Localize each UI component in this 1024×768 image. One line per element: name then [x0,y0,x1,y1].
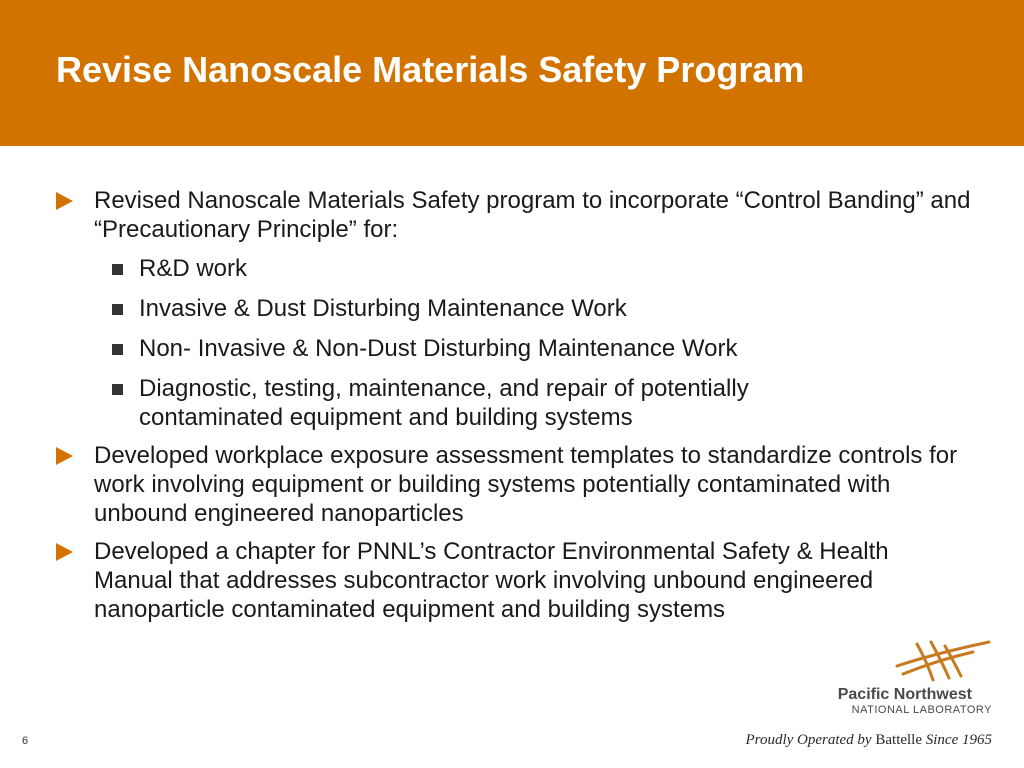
sub-bullet-3 [56,334,986,363]
sub-bullet-1 [56,254,986,283]
slide-content [56,186,986,633]
page-number: 6 [22,735,29,747]
sub-bullet-1-text: R&D work [139,255,248,282]
sub-bullet-4 [56,374,869,432]
bullet-2 [56,441,986,528]
square-bullet-icon [112,344,123,355]
pnnl-logo-mark-icon [893,636,993,686]
bullet-1-sublist [94,254,986,432]
bullet-1-text: Revised Nanoscale Materials Safety program to incorporate “Control Banding” and “Precautionary Principle” for: [94,187,971,243]
triangle-arrow-icon [56,447,73,465]
slide-title: Revise Nanoscale Materials Safety Program [56,49,805,90]
sub-bullet-2-text: Invasive & Dust Disturbing Maintenance Work [139,295,627,322]
tagline-suffix: Since 1965 [925,732,992,748]
square-bullet-icon [112,264,123,275]
sub-bullet-3-text: Non- Invasive & Non-Dust Disturbing Maintenance Work [139,335,738,362]
triangle-arrow-icon [56,192,73,210]
bullet-1 [56,186,986,432]
square-bullet-icon [112,384,123,395]
sub-bullet-2 [56,294,986,323]
square-bullet-icon [112,304,123,315]
bullet-3 [56,537,934,624]
bullet-2-text: Developed workplace exposure assessment templates to standardize controls for work involving equipment or building systems potentially contaminated with unbound engineered nanoparticles [94,442,958,527]
sub-bullet-4-text: Diagnostic, testing, maintenance, and repair of potentially contaminated equipment and building systems [139,375,749,431]
tagline-brand: Battelle [875,732,923,748]
footer-tagline [746,732,992,749]
bullet-3-text: Developed a chapter for PNNL’s Contractor Environmental Safety & Health Manual that addresses subcontractor work involving unbound engineered nanoparticle contaminated equipment and building systems [94,538,889,623]
logo-name: Pacific Northwest [837,686,972,703]
logo-subtitle: NATIONAL LABORATORY [851,704,992,716]
title-bar [0,0,1024,146]
triangle-arrow-icon [56,543,73,561]
tagline-prefix: Proudly Operated by [745,732,872,748]
